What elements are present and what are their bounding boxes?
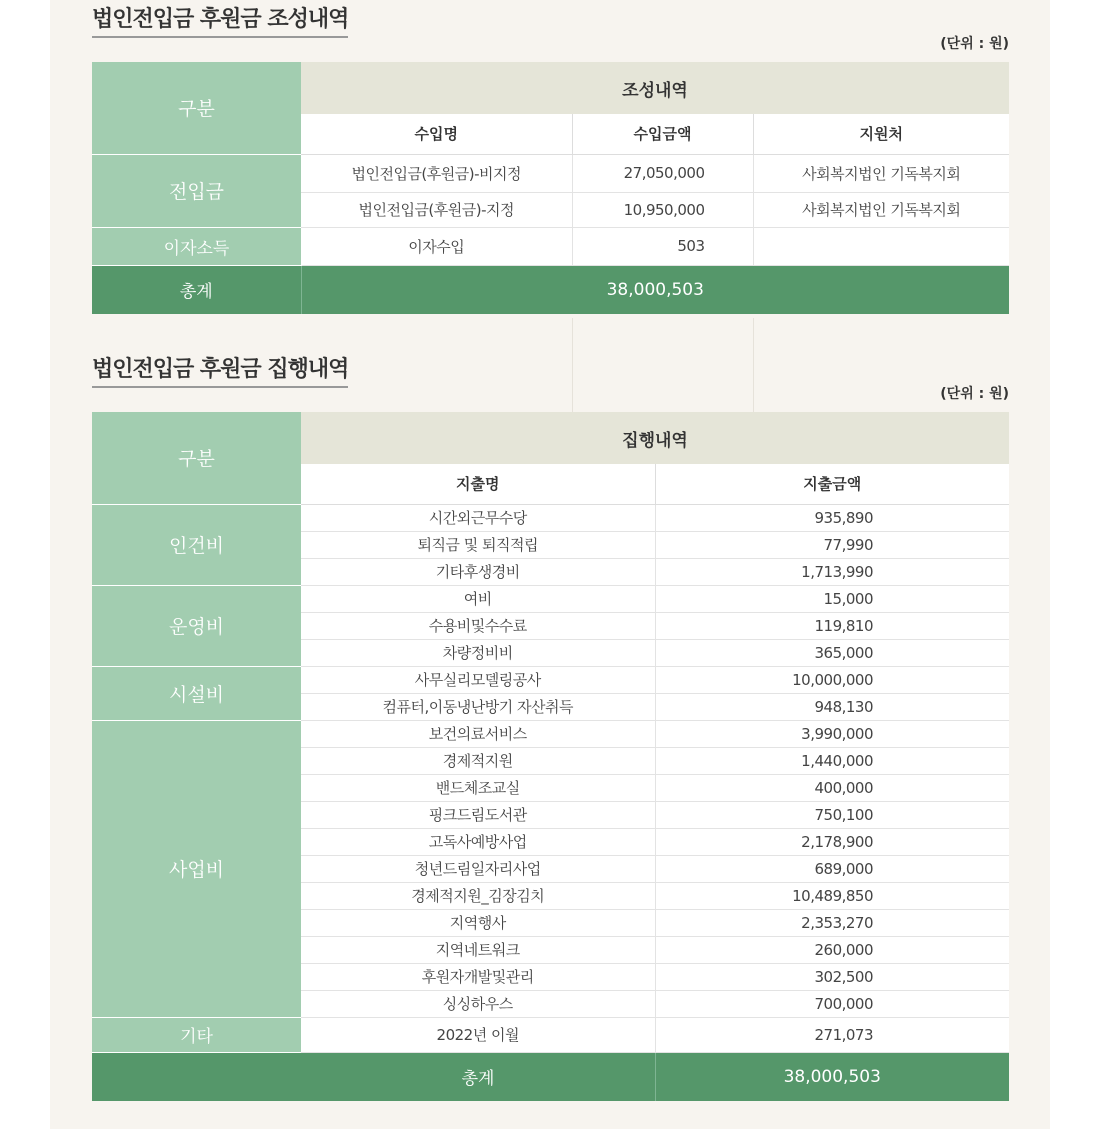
- section2-unit-label: (단위 : 원): [940, 386, 1009, 402]
- table-row: [92, 504, 1009, 531]
- expense-amount: 700,000: [655, 990, 1009, 1017]
- category-header: 구분: [92, 62, 301, 154]
- expense-name: 청년드림일자리사업: [301, 855, 655, 882]
- income-name: 법인전입금(후원금)-비지정: [301, 154, 572, 192]
- expense-amount: 1,713,990: [655, 558, 1009, 585]
- expense-name: 여비: [301, 585, 655, 612]
- category-cell: 시설비: [92, 666, 301, 720]
- expense-amount: 3,990,000: [655, 720, 1009, 747]
- income-name: 법인전입금(후원금)-지정: [301, 192, 572, 227]
- expense-name: 보건의료서비스: [301, 720, 655, 747]
- expense-name: 시간외근무수당: [301, 504, 655, 531]
- expense-name: 컴퓨터,이동냉난방기 자산취득: [301, 693, 655, 720]
- total-row: [92, 1052, 1009, 1101]
- expense-name: 핑크드림도서관: [301, 801, 655, 828]
- category-cell: 운영비: [92, 585, 301, 666]
- column-header-expense-amount: 지출금액: [655, 464, 1009, 504]
- category-cell: 이자소득: [92, 227, 301, 265]
- expense-amount: 260,000: [655, 936, 1009, 963]
- expense-amount: 2,353,270: [655, 909, 1009, 936]
- expense-amount: 15,000: [655, 585, 1009, 612]
- income-name: 이자수입: [301, 227, 572, 265]
- total-value: 38,000,503: [301, 265, 1009, 314]
- expense-table: [92, 412, 1009, 1101]
- expense-amount: 10,489,850: [655, 882, 1009, 909]
- category-cell: 인건비: [92, 504, 301, 585]
- expense-name: 차량정비비: [301, 639, 655, 666]
- income-amount: 10,950,000: [572, 192, 753, 227]
- total-label: 총계: [92, 1052, 655, 1101]
- expense-amount: 365,000: [655, 639, 1009, 666]
- income-source: 사회복지법인 기독복지회: [753, 154, 1009, 192]
- expense-amount: 10,000,000: [655, 666, 1009, 693]
- expense-amount: 948,130: [655, 693, 1009, 720]
- section1-unit-label: (단위 : 원): [940, 36, 1009, 52]
- divider: [753, 318, 754, 412]
- category-header: 구분: [92, 412, 301, 504]
- column-header-income-name: 수입명: [301, 114, 572, 154]
- income-amount: 503: [572, 227, 753, 265]
- expense-name: 사무실리모델링공사: [301, 666, 655, 693]
- expense-name: 지역네트워크: [301, 936, 655, 963]
- column-header-income-amount: 수입금액: [572, 114, 753, 154]
- total-row: [92, 265, 1009, 314]
- section2-title: 법인전입금 후원금 집행내역: [92, 356, 348, 388]
- section1-title: 법인전입금 후원금 조성내역: [92, 6, 348, 38]
- group-header: 집행내역: [301, 412, 1009, 464]
- income-source: [753, 227, 1009, 265]
- group-header: 조성내역: [301, 62, 1009, 114]
- expense-name: 후원자개발및관리: [301, 963, 655, 990]
- expense-name: 지역행사: [301, 909, 655, 936]
- table-row: [92, 585, 1009, 612]
- expense-name: 고독사예방사업: [301, 828, 655, 855]
- expense-name: 경제적지원: [301, 747, 655, 774]
- expense-amount: 750,100: [655, 801, 1009, 828]
- category-cell: 기타: [92, 1017, 301, 1052]
- expense-amount: 2,178,900: [655, 828, 1009, 855]
- category-cell: 사업비: [92, 720, 301, 1017]
- expense-name: 2022년 이월: [301, 1017, 655, 1052]
- table-row: [92, 720, 1009, 747]
- table-row: [92, 1017, 1009, 1052]
- expense-amount: 271,073: [655, 1017, 1009, 1052]
- table-row: [92, 227, 1009, 265]
- expense-amount: 1,440,000: [655, 747, 1009, 774]
- column-header-source: 지원처: [753, 114, 1009, 154]
- table-row: [92, 666, 1009, 693]
- expense-amount: 119,810: [655, 612, 1009, 639]
- total-label: 총계: [92, 265, 301, 314]
- expense-name: 경제적지원_김장김치: [301, 882, 655, 909]
- expense-name: 기타후생경비: [301, 558, 655, 585]
- funding-table: [92, 62, 1009, 314]
- income-amount: 27,050,000: [572, 154, 753, 192]
- expense-name: 싱싱하우스: [301, 990, 655, 1017]
- income-source: 사회복지법인 기독복지회: [753, 192, 1009, 227]
- expense-amount: 302,500: [655, 963, 1009, 990]
- expense-amount: 689,000: [655, 855, 1009, 882]
- expense-amount: 935,890: [655, 504, 1009, 531]
- category-cell: 전입금: [92, 154, 301, 227]
- divider: [572, 318, 573, 412]
- total-value: 38,000,503: [655, 1052, 1009, 1101]
- expense-name: 수용비및수수료: [301, 612, 655, 639]
- expense-amount: 400,000: [655, 774, 1009, 801]
- expense-name: 퇴직금 및 퇴직적립: [301, 531, 655, 558]
- expense-amount: 77,990: [655, 531, 1009, 558]
- table-row: [92, 154, 1009, 192]
- expense-name: 밴드체조교실: [301, 774, 655, 801]
- column-header-expense-name: 지출명: [301, 464, 655, 504]
